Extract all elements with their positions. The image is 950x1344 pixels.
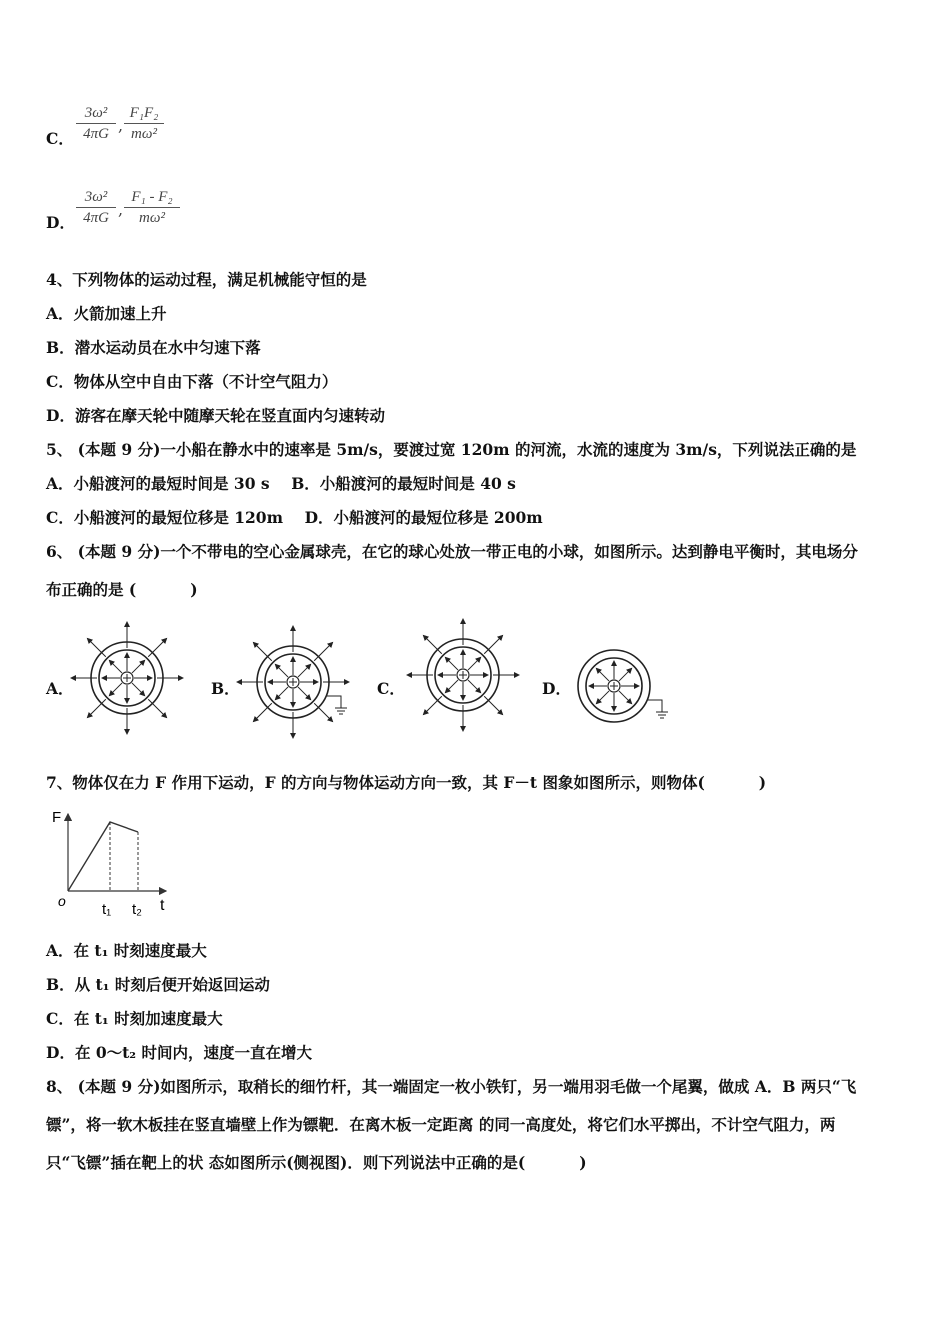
field-line-arrow	[314, 642, 332, 660]
q3-c-sep: ,	[118, 116, 124, 135]
field-line-arrow	[445, 657, 458, 670]
field-line-arrow	[468, 657, 481, 670]
ground-wire	[327, 696, 341, 708]
q7-force-curve	[68, 822, 138, 891]
q3-c-f1-num: 3ω²	[84, 105, 108, 121]
q7-t2-label: t₂	[132, 901, 142, 918]
q3-option-d-label: D．	[46, 213, 75, 232]
q6-option-b-label: B．	[211, 679, 240, 698]
q3-option-c-label: C．	[46, 129, 74, 148]
field-line-arrow	[468, 680, 481, 693]
q7-stem: 7、物体仅在力 F 作用下运动，F 的方向与物体运动方向一致，其 F－t 图象如图所示，则物体( )	[46, 773, 767, 792]
positive-charge-icon	[608, 680, 620, 692]
q3-c-f2-num: F₁F₂	[129, 105, 159, 121]
q6-stem-line1: 6、 (本题 9 分)一个不带电的空心金属球壳，在它的球心处放一带正电的小球，如图所示。达到静电平衡时，其电场分	[46, 542, 858, 561]
q4-option-c: C．物体从空中自由下落（不计空气阻力）	[46, 372, 338, 391]
q6-diagram-d	[578, 650, 668, 722]
q5-options-row1: A．小船渡河的最短时间是 30 s B．小船渡河的最短时间是 40 s	[46, 474, 516, 493]
field-line-arrow	[275, 687, 288, 700]
q3-d-f2-den: mω²	[139, 210, 165, 226]
inner-shell-circle	[265, 654, 321, 710]
q7-x-label: t	[160, 897, 165, 914]
q6-option-a-label: A．	[46, 679, 74, 698]
q3-d-f2-num: F₁ - F₂	[131, 189, 173, 205]
q7-t1-label: t₁	[102, 901, 112, 918]
ground-wire	[648, 700, 662, 712]
field-line-arrow	[148, 699, 166, 717]
field-line-arrow	[109, 660, 122, 673]
field-line-arrow	[619, 691, 632, 704]
field-line-arrow	[314, 703, 332, 721]
inner-shell-circle	[586, 658, 642, 714]
positive-charge-icon	[457, 669, 469, 681]
q8-line1: 8、 (本题 9 分)如图所示，取稍长的细竹杆，其一端固定一枚小铁钉，另一端用羽毛做一个尾翼，做成 A．B 两只“飞	[46, 1077, 857, 1096]
q4-option-a: A．火箭加速上升	[46, 304, 167, 323]
q7-option-a: A．在 t₁ 时刻速度最大	[46, 941, 207, 960]
field-line-arrow	[275, 664, 288, 677]
q6-stem-line2: 布正确的是 ( )	[46, 580, 198, 599]
inner-shell-circle	[435, 647, 491, 703]
q6-diagram-a	[71, 622, 183, 734]
inner-shell-circle	[99, 650, 155, 706]
field-line-arrow	[423, 635, 441, 653]
q6-diagram-b	[237, 626, 349, 738]
field-line-arrow	[87, 638, 105, 656]
q8-line2: 镖”，将一软木板挂在竖直墙壁上作为镖靶．在离木板一定距离 的同一高度处，将它们水平掷出，不计空气阻力，两	[46, 1115, 836, 1134]
q4-option-b: B．潜水运动员在水中匀速下落	[46, 338, 261, 357]
q7-option-b: B．从 t₁ 时刻后便开始返回运动	[46, 975, 270, 994]
field-line-arrow	[298, 687, 311, 700]
q4-stem: 4、下列物体的运动过程，满足机械能守恒的是	[46, 270, 367, 289]
q3-c-fraction-1	[76, 104, 116, 143]
field-line-arrow	[596, 668, 609, 681]
q3-d-f1-den: 4πG	[83, 210, 109, 226]
positive-charge-icon	[287, 676, 299, 688]
field-line-arrow	[253, 642, 271, 660]
outer-shell-circle	[257, 646, 329, 718]
field-line-arrow	[253, 703, 271, 721]
field-line-arrow	[596, 691, 609, 704]
q3-c-f2-den: mω²	[131, 126, 157, 142]
field-line-arrow	[132, 683, 145, 696]
q6-option-c-label: C．	[377, 679, 405, 698]
q7-ft-graph	[48, 806, 188, 926]
q3-d-fraction-2	[124, 188, 180, 227]
q5-options-row2: C．小船渡河的最短位移是 120m D．小船渡河的最短位移是 200m	[46, 508, 543, 527]
field-line-arrow	[132, 660, 145, 673]
outer-shell-circle	[578, 650, 650, 722]
q7-y-label: F	[52, 809, 62, 826]
q7-option-c: C．在 t₁ 时刻加速度最大	[46, 1009, 223, 1028]
q5-stem: 5、 (本题 9 分)一小船在静水中的速率是 5m/s，要渡过宽 120m 的河流，水流的速度为 3m/s，下列说法正确的是	[46, 440, 857, 459]
q3-d-sep: ,	[118, 200, 124, 219]
q7-origin-label: o	[58, 893, 66, 909]
q6-option-d-label: D．	[542, 679, 571, 698]
q3-d-fraction-1	[76, 188, 116, 227]
field-line-arrow	[619, 668, 632, 681]
q3-c-f1-den: 4πG	[83, 126, 109, 142]
q7-option-d: D．在 0～t₂ 时间内，速度一直在增大	[46, 1043, 312, 1062]
field-line-arrow	[148, 638, 166, 656]
field-line-arrow	[109, 683, 122, 696]
outer-shell-circle	[427, 639, 499, 711]
field-line-arrow	[423, 696, 441, 714]
positive-charge-icon	[121, 672, 133, 684]
outer-shell-circle	[91, 642, 163, 714]
field-line-arrow	[484, 696, 502, 714]
q3-c-fraction-2	[124, 104, 164, 143]
field-line-arrow	[87, 699, 105, 717]
field-line-arrow	[298, 664, 311, 677]
field-line-arrow	[484, 635, 502, 653]
q8-line3: 只“飞镖”插在靶上的状 态如图所示(侧视图)．则下列说法中正确的是( )	[46, 1153, 587, 1172]
field-line-arrow	[445, 680, 458, 693]
q3-d-f1-num: 3ω²	[84, 189, 108, 205]
q4-option-d: D．游客在摩天轮中随摩天轮在竖直面内匀速转动	[46, 406, 385, 425]
q6-diagram-c	[407, 619, 519, 731]
